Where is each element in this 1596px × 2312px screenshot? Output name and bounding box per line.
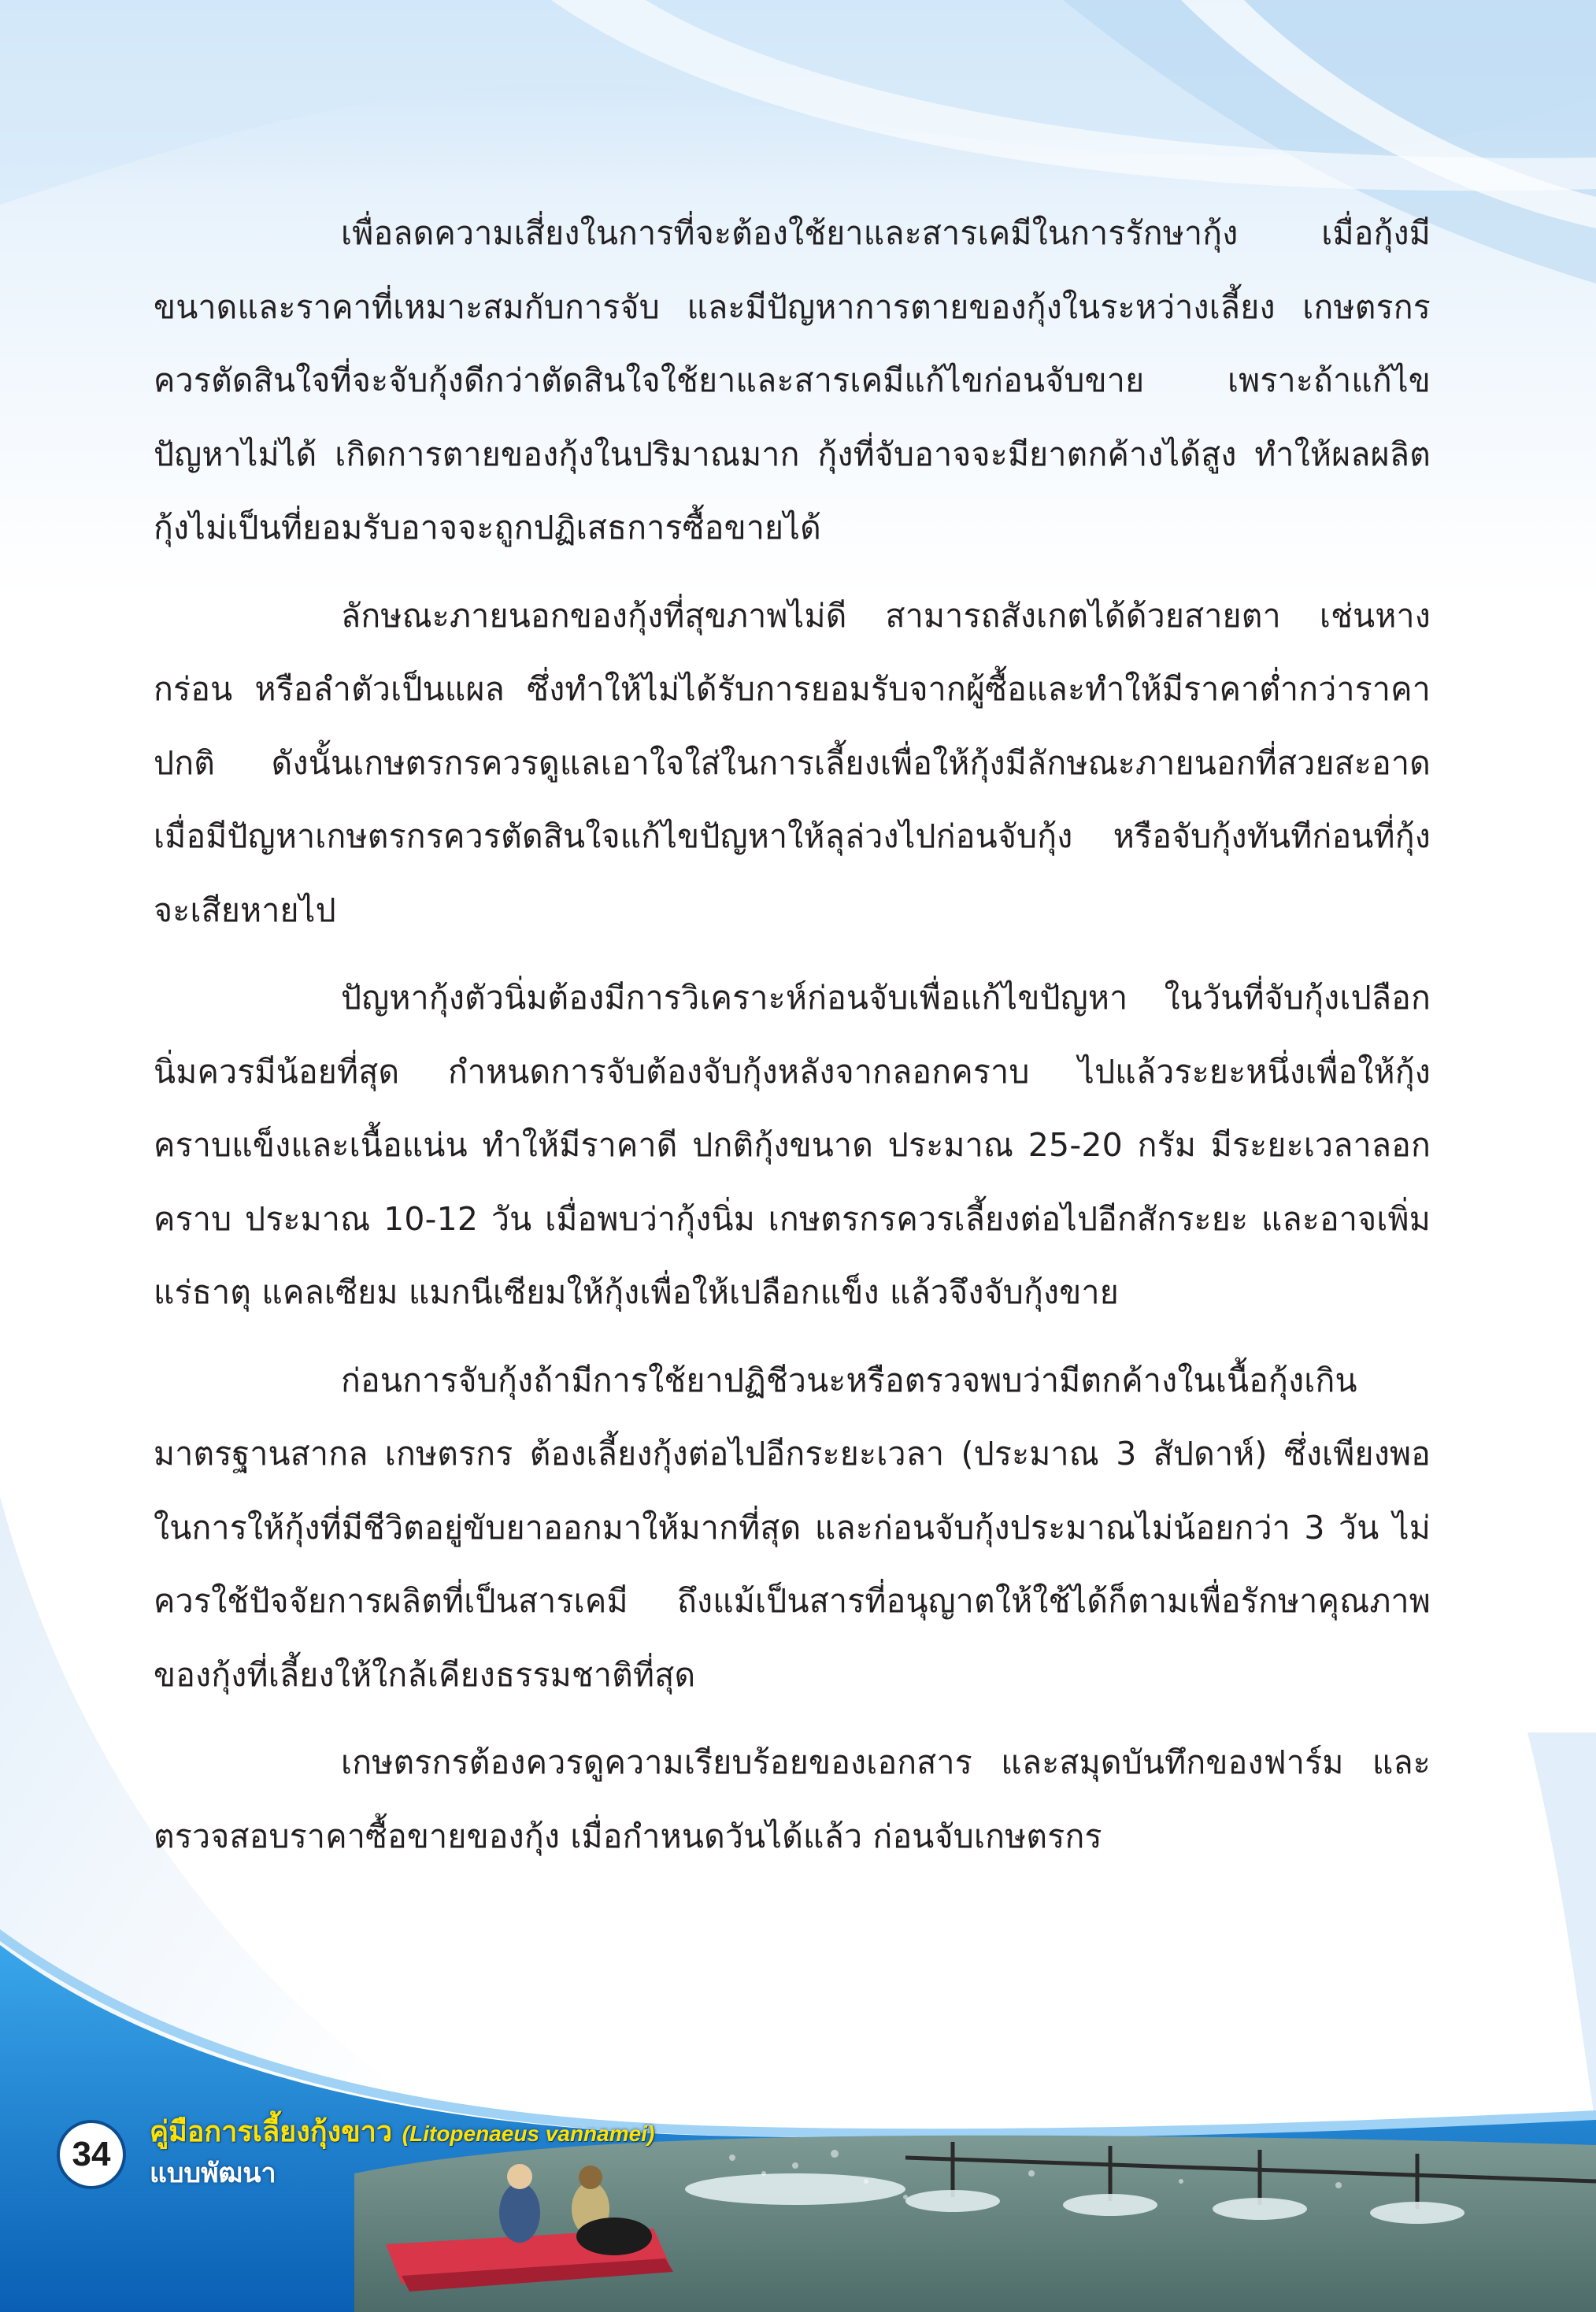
page-number: 34 <box>57 2120 126 2189</box>
paragraph: ก่อนการจับกุ้งถ้ามีการใช้ยาปฏิชีวนะหรือตรวจพบว่ามีตกค้างในเนื้อกุ้งเกินมาตรฐานสากล เกษตรกร ต้องเลี้ยงกุ้งต่อไปอีกระยะเวลา (ประมาณ 3 สัปดาห์) ซึ่งเพียงพอในการให้กุ้งที่มีชีวิตอยู่ขับยาออกมาให้มากที่สุด และก่อนจับกุ้งประมาณไม่น้อยกว่า 3 วัน ไม่ควรใช้ปัจจัยการผลิตที่เป็นสารเคมี ถึงแม้เป็นสารที่อนุญาตให้ใช้ได้ก็ตามเพื่อรักษาคุณภาพของกุ้งที่เลี้ยงให้ใกล้เคียงธรรมชาติที่สุด <box>154 1361 1431 1694</box>
book-title-latin: (Litopenaeus vannamei) <box>402 2121 655 2146</box>
paragraph: ลักษณะภายนอกของกุ้งที่สุขภาพไม่ดี สามารถสังเกตได้ด้วยสายตา เช่นหางกร่อน หรือลำตัวเป็นแผล ซึ่งทำให้ไม่ได้รับการยอมรับจากผู้ซื้อและทำให้มีราคาต่ำกว่าราคาปกติ ดังนั้นเกษตรกรควรดูแลเอาใจใส่ในการเลี้ยงเพื่อให้กุ้งมีลักษณะภายนอกที่สวยสะอาด เมื่อมีปัญหาเกษตรกรควรตัดสินใจแก้ไขปัญหาให้ลุล่วงไปก่อนจับกุ้ง หรือจับกุ้งทันทีก่อนที่กุ้งจะเสียหายไป <box>154 596 1431 929</box>
paragraph: ปัญหากุ้งตัวนิ่มต้องมีการวิเคราะห์ก่อนจับเพื่อแก้ไขปัญหา ในวันที่จับกุ้งเปลือกนิ่มควรมีน้อยที่สุด กำหนดการจับต้องจับกุ้งหลังจากลอกคราบ ไปแล้วระยะหนึ่งเพื่อให้กุ้งคราบแข็งและเนื้อแน่น ทำให้มีราคาดี ปกติกุ้งขนาด ประมาณ 25-20 กรัม มีระยะเวลาลอกคราบ ประมาณ 10-12 วัน เมื่อพบว่ากุ้งนิ่ม เกษตรกรควรเลี้ยงต่อไปอีกสักระยะ และอาจเพิ่มแร่ธาตุ แคลเซียม แมกนีเซียมให้กุ้งเพื่อให้เปลือกแข็ง แล้วจึงจับกุ้งขาย <box>154 979 1431 1311</box>
paragraph: เพื่อลดความเสี่ยงในการที่จะต้องใช้ยาและสารเคมีในการรักษากุ้ง เมื่อกุ้งมีขนาดและราคาที่เหมาะสมกับการจับ และมีปัญหาการตายของกุ้งในระหว่างเลี้ยง เกษตรกรควรตัดสินใจที่จะจับกุ้งดีกว่าตัดสินใจใช้ยาและสารเคมีแก้ไขก่อนจับขาย เพราะถ้าแก้ไขปัญหาไม่ได้ เกิดการตายของกุ้งในปริมาณมาก กุ้งที่จับอาจจะมียาตกค้างได้สูง ทำให้ผลผลิตกุ้งไม่เป็นที่ยอมรับอาจจะถูกปฏิเสธการซื้อขายได้ <box>154 214 1431 547</box>
main-content <box>154 197 1431 1888</box>
paragraph: เกษตรกรต้องควรดูความเรียบร้อยของเอกสาร และสมุดบันทึกของฟาร์ม และตรวจสอบราคาซื้อขายของกุ้ง เมื่อกำหนดวันได้แล้ว ก่อนจับเกษตรกร <box>154 1743 1431 1855</box>
shrimp-pond-photo <box>354 2126 1596 2312</box>
book-title <box>150 2115 654 2151</box>
book-title-thai: คู่มือการเลี้ยงกุ้งขาว <box>150 2116 393 2148</box>
book-subtitle: แบบพัฒนา <box>150 2158 276 2189</box>
